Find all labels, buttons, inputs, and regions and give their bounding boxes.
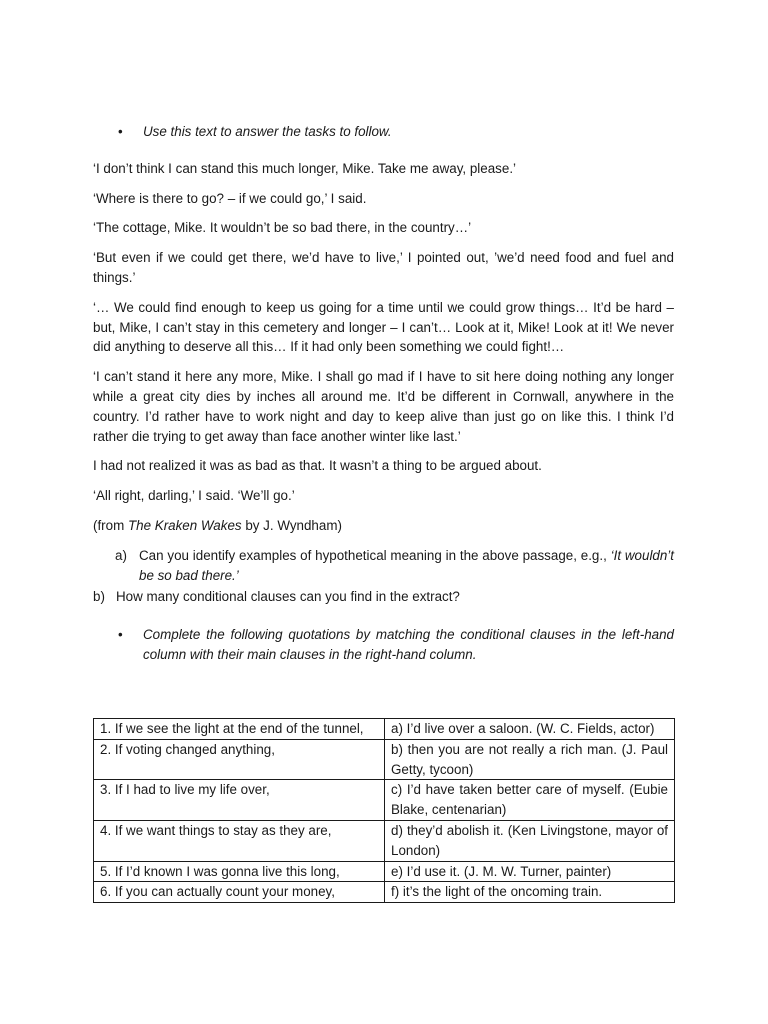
instruction-bullet-2	[93, 625, 674, 665]
conditional-clause: 1. If we see the light at the end of the tunnel,	[94, 719, 385, 740]
task-a	[93, 546, 674, 586]
instruction-text: Use this text to answer the tasks to follow.	[143, 124, 392, 139]
passage-paragraph: I had not realized it was as bad as that. It wasn’t a thing to be argued about.	[93, 458, 542, 474]
main-clause: d) they’d abolish it. (Ken Livingstone, mayor of London)	[385, 820, 675, 861]
task-a-text: Can you identify examples of hypothetical meaning in the above passage, e.g.,	[139, 547, 611, 563]
conditional-clause: 3. If I had to live my life over,	[94, 780, 385, 821]
task-b	[93, 587, 674, 607]
conditional-clause: 2. If voting changed anything,	[94, 739, 385, 780]
conditional-clause: 4. If we want things to stay as they are,	[94, 820, 385, 861]
source-citation: (from The Kraken Wakes by J. Wyndham)	[93, 517, 342, 533]
task-a-label: a)	[115, 547, 127, 563]
passage-paragraph: ‘… We could find enough to keep us going for a time until we could grow things… It’d be hard – but, Mike, I can’t stay in this cemetery and longer – I can’t… Look at it, Mike! Look at it! We never did anything to deserve all this… If it had only been something we could fight!…	[93, 299, 674, 355]
passage-paragraph: ‘I can’t stand it here any more, Mike. I shall go mad if I have to sit here doing nothing any longer while a great city dies by inches all around me. It’d be different in Cornwall, anywhere in the country. I’d rather have to work night and day to keep alive than just go on like this. I think I’d rather die trying to get away than face another winter like last.’	[93, 369, 674, 444]
table-row	[94, 882, 675, 903]
main-clause: e) I’d use it. (J. M. W. Turner, painter)	[385, 861, 675, 882]
bullet-icon: •	[118, 124, 123, 139]
task-a-example: ‘It wouldn’t be so bad there.’	[139, 547, 675, 583]
matching-table	[93, 718, 675, 903]
main-clause: c) I’d have taken better care of myself. (Eubie Blake, centenarian)	[385, 780, 675, 821]
main-clause: b) then you are not really a rich man. (J. Paul Getty, tycoon)	[385, 739, 675, 780]
table-row	[94, 820, 675, 861]
task-b-text: How many conditional clauses can you find in the extract?	[116, 589, 460, 605]
task-b-label: b)	[93, 589, 105, 605]
passage-paragraph: ‘But even if we could get there, we’d have to live,’ I pointed out, ’we’d need food and fuel and things.’	[93, 250, 674, 285]
main-clause: a) I’d live over a saloon. (W. C. Fields, actor)	[385, 719, 675, 740]
passage-paragraph: ‘The cottage, Mike. It wouldn’t be so bad there, in the country…’	[93, 220, 472, 236]
book-title: The Kraken Wakes	[127, 517, 242, 533]
conditional-clause: 5. If I’d known I was gonna live this long,	[94, 861, 385, 882]
table-row	[94, 719, 675, 740]
bullet-icon: •	[118, 627, 123, 643]
worksheet-page	[93, 122, 674, 665]
conditional-clause: 6. If you can actually count your money,	[94, 882, 385, 903]
passage-paragraph: ‘I don’t think I can stand this much longer, Mike. Take me away, please.’	[93, 160, 517, 176]
passage-paragraph: ‘All right, darling,’ I said. ‘We’ll go.’	[93, 488, 295, 504]
instruction-text-2: Complete the following quotations by matching the conditional clauses in the left-hand column with their main clauses in the right-hand column.	[143, 627, 674, 662]
passage-paragraph: ‘Where is there to go? – if we could go,’ I said.	[93, 190, 367, 206]
table-row	[94, 861, 675, 882]
table-row	[94, 780, 675, 821]
instruction-bullet	[93, 122, 674, 142]
table-row	[94, 739, 675, 780]
main-clause: f) it’s the light of the oncoming train.	[385, 882, 675, 903]
